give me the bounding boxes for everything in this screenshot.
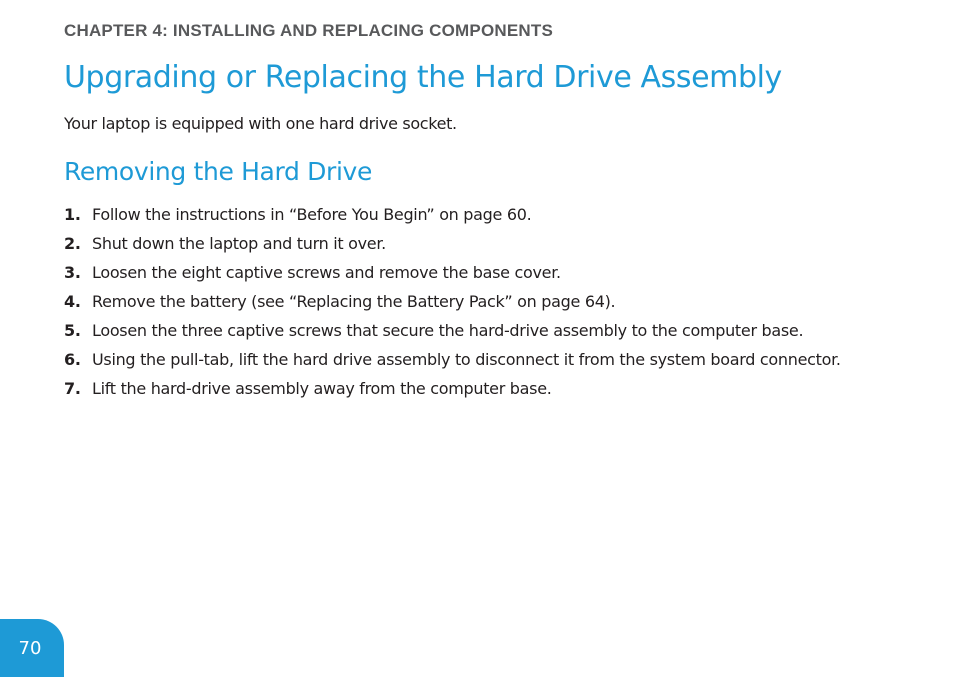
step-number: 7. <box>64 379 81 398</box>
step-number: 1. <box>64 205 81 224</box>
step-text: Shut down the laptop and turn it over. <box>92 234 386 253</box>
steps-list <box>64 204 844 407</box>
step-number: 3. <box>64 263 81 282</box>
step-item <box>64 320 844 342</box>
step-item <box>64 349 844 371</box>
page-number-tab <box>0 619 64 677</box>
step-text: Using the pull-tab, lift the hard drive assembly to disconnect it from the system board connector. <box>92 350 841 369</box>
section-title: Removing the Hard Drive <box>64 157 373 186</box>
step-item <box>64 262 844 284</box>
intro-text: Your laptop is equipped with one hard drive socket. <box>64 114 457 133</box>
step-number: 6. <box>64 350 81 369</box>
step-item <box>64 204 844 226</box>
step-item <box>64 233 844 255</box>
page-number: 70 <box>18 637 42 659</box>
step-text: Remove the battery (see “Replacing the Battery Pack” on page 64). <box>92 292 616 311</box>
page-title: Upgrading or Replacing the Hard Drive Assembly <box>64 60 782 95</box>
step-item <box>64 291 844 313</box>
chapter-heading: CHAPTER 4: INSTALLING AND REPLACING COMPONENTS <box>64 21 553 40</box>
step-text: Loosen the three captive screws that secure the hard-drive assembly to the computer base. <box>92 321 804 340</box>
step-number: 4. <box>64 292 81 311</box>
step-text: Loosen the eight captive screws and remove the base cover. <box>92 263 561 282</box>
step-text: Lift the hard-drive assembly away from the computer base. <box>92 379 552 398</box>
step-number: 5. <box>64 321 81 340</box>
step-item <box>64 378 844 400</box>
step-text: Follow the instructions in “Before You Begin” on page 60. <box>92 205 532 224</box>
step-number: 2. <box>64 234 81 253</box>
